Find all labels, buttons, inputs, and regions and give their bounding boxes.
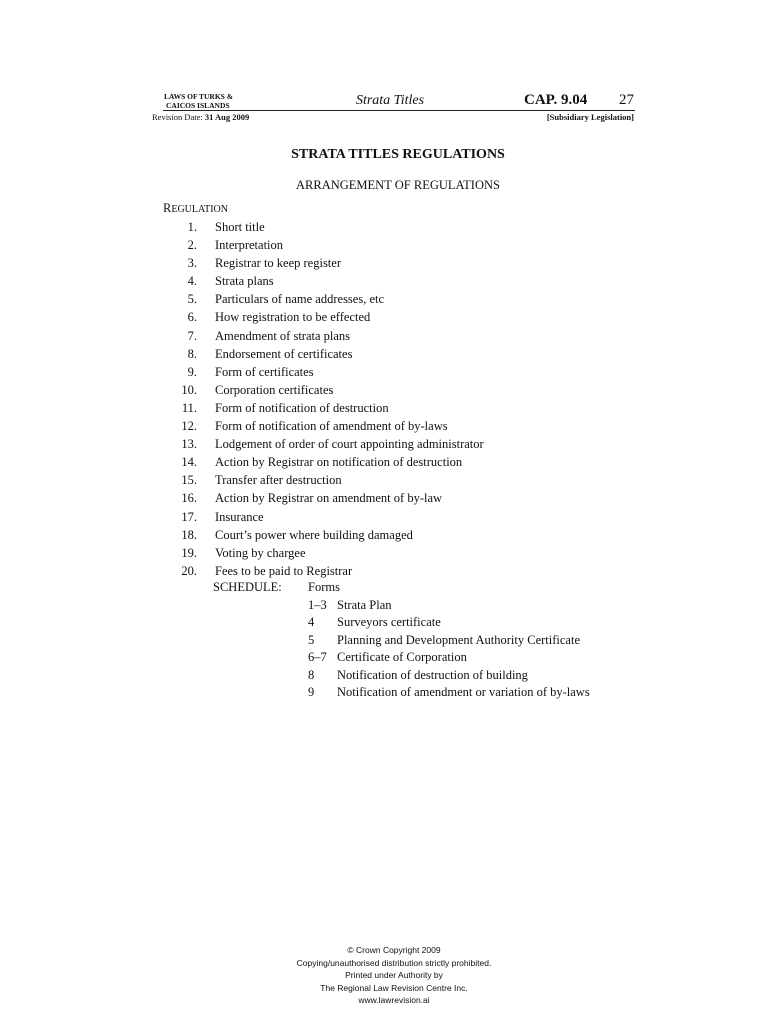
list-item xyxy=(213,614,713,632)
form-number: 4 xyxy=(308,615,315,629)
form-number: 1–3 xyxy=(308,597,327,612)
regulation-number: 19. xyxy=(181,545,197,560)
footer-printed-by: Printed under Authority by xyxy=(345,970,443,981)
document-title: STRATA TITLES REGULATIONS xyxy=(291,147,505,162)
list-item xyxy=(163,508,663,526)
regulation-title: Insurance xyxy=(215,509,264,524)
list-item xyxy=(163,471,663,489)
regulation-heading xyxy=(163,201,228,216)
subsidiary-legislation-label: [Subsidiary Legislation] xyxy=(546,112,634,122)
regulation-number: 14. xyxy=(181,455,197,470)
forms-label: Forms xyxy=(308,580,340,594)
regulation-title: Registrar to keep register xyxy=(215,256,341,271)
list-item xyxy=(163,562,663,580)
list-item xyxy=(163,254,663,272)
list-item xyxy=(213,597,713,615)
list-item xyxy=(163,544,663,562)
list-item xyxy=(163,218,663,236)
form-number: 8 xyxy=(308,667,315,682)
regulation-number: 20. xyxy=(181,563,197,578)
regulation-heading-rest: EGULATION xyxy=(171,204,228,215)
revision-date-value: 31 Aug 2009 xyxy=(204,112,250,122)
revision-date xyxy=(152,112,249,122)
footer-prohibition: Copying/unauthorised distribution strictly prohibited. xyxy=(296,957,492,968)
regulation-number: 9. xyxy=(187,364,197,379)
regulation-number: 5. xyxy=(187,292,197,307)
schedule-header-row xyxy=(213,579,713,597)
form-description: Notification of amendment or variation of by-laws xyxy=(337,685,590,699)
list-item xyxy=(163,363,663,381)
list-item xyxy=(163,236,663,254)
regulation-number: 7. xyxy=(187,328,197,343)
cap-number: CAP. 9.04 xyxy=(524,92,588,108)
regulation-title: Strata plans xyxy=(215,274,274,289)
list-item xyxy=(163,526,663,544)
regulation-number: 12. xyxy=(181,419,197,434)
list-item xyxy=(213,632,713,650)
regulation-heading-initial: R xyxy=(163,201,172,215)
list-item xyxy=(163,453,663,471)
regulation-title: Form of notification of amendment of by-laws xyxy=(215,419,448,434)
regulation-number: 8. xyxy=(187,346,197,361)
regulation-title: Form of certificates xyxy=(215,364,314,379)
regulation-number: 16. xyxy=(181,491,197,506)
regulation-number: 17. xyxy=(181,509,197,524)
list-item xyxy=(163,417,663,435)
list-item xyxy=(213,649,713,667)
chapter-title: Strata Titles xyxy=(355,93,425,108)
list-item xyxy=(163,435,663,453)
footer-copyright: © Crown Copyright 2009 xyxy=(347,945,441,955)
regulation-title: Form of notification of destruction xyxy=(215,400,389,415)
regulations-list xyxy=(163,218,663,580)
regulation-number: 1. xyxy=(187,220,197,234)
regulation-number: 18. xyxy=(181,527,197,542)
footer-website: www.lawrevision.ai xyxy=(358,995,430,1006)
regulation-number: 11. xyxy=(181,400,197,415)
regulation-title: Endorsement of certificates xyxy=(215,346,353,361)
list-item xyxy=(213,684,713,702)
regulation-title: Voting by chargee xyxy=(215,545,306,560)
regulation-title: Lodgement of order of court appointing administrator xyxy=(215,437,484,452)
regulation-title: Short title xyxy=(215,220,265,234)
laws-line-1: LAWS OF TURKS & xyxy=(164,92,233,101)
forms-list xyxy=(213,597,713,702)
regulation-number: 6. xyxy=(187,310,197,325)
list-item xyxy=(163,345,663,363)
form-number: 9 xyxy=(308,685,315,699)
regulation-number: 15. xyxy=(181,473,197,488)
regulation-number: 4. xyxy=(187,274,197,289)
list-item xyxy=(163,399,663,417)
regulation-title: Transfer after destruction xyxy=(215,473,342,488)
list-item xyxy=(163,489,663,507)
regulation-title: Fees to be paid to Registrar xyxy=(215,563,353,578)
form-description: Planning and Development Authority Certificate xyxy=(337,632,580,647)
regulation-number: 13. xyxy=(181,437,197,452)
schedule-label: SCHEDULE: xyxy=(213,580,282,594)
regulation-title: Corporation certificates xyxy=(215,382,334,397)
form-description: Certificate of Corporation xyxy=(337,650,467,664)
form-description: Surveyors certificate xyxy=(337,615,441,629)
revision-label: Revision Date: xyxy=(152,112,203,122)
regulation-title: Action by Registrar on amendment of by-law xyxy=(215,491,443,506)
form-description: Notification of destruction of building xyxy=(337,667,528,682)
footer xyxy=(0,944,770,1007)
header-divider xyxy=(163,110,635,111)
regulation-title: Amendment of strata plans xyxy=(215,328,351,343)
regulation-number: 3. xyxy=(187,256,197,271)
page-number: 27 xyxy=(619,92,634,108)
document-subtitle: ARRANGEMENT OF REGULATIONS xyxy=(296,178,500,192)
list-item xyxy=(163,290,663,308)
list-item xyxy=(213,667,713,685)
list-item xyxy=(163,272,663,290)
list-item xyxy=(163,381,663,399)
regulation-title: Particulars of name addresses, etc xyxy=(215,292,385,307)
form-description: Strata Plan xyxy=(337,597,392,612)
form-number: 5 xyxy=(308,632,315,647)
regulation-title: How registration to be effected xyxy=(215,310,371,325)
schedule-section xyxy=(213,579,713,702)
regulation-title: Interpretation xyxy=(215,238,284,253)
footer-centre: The Regional Law Revision Centre Inc. xyxy=(320,982,468,993)
header-laws-label xyxy=(164,92,233,110)
regulation-title: Action by Registrar on notification of destruction xyxy=(215,455,463,470)
regulation-number: 10. xyxy=(181,382,197,397)
list-item xyxy=(163,327,663,345)
regulation-title: Court’s power where building damaged xyxy=(215,527,413,542)
list-item xyxy=(163,308,663,326)
form-number: 6–7 xyxy=(308,650,327,664)
regulation-number: 2. xyxy=(187,238,197,253)
laws-line-2: CAICOS ISLANDS xyxy=(166,101,230,110)
